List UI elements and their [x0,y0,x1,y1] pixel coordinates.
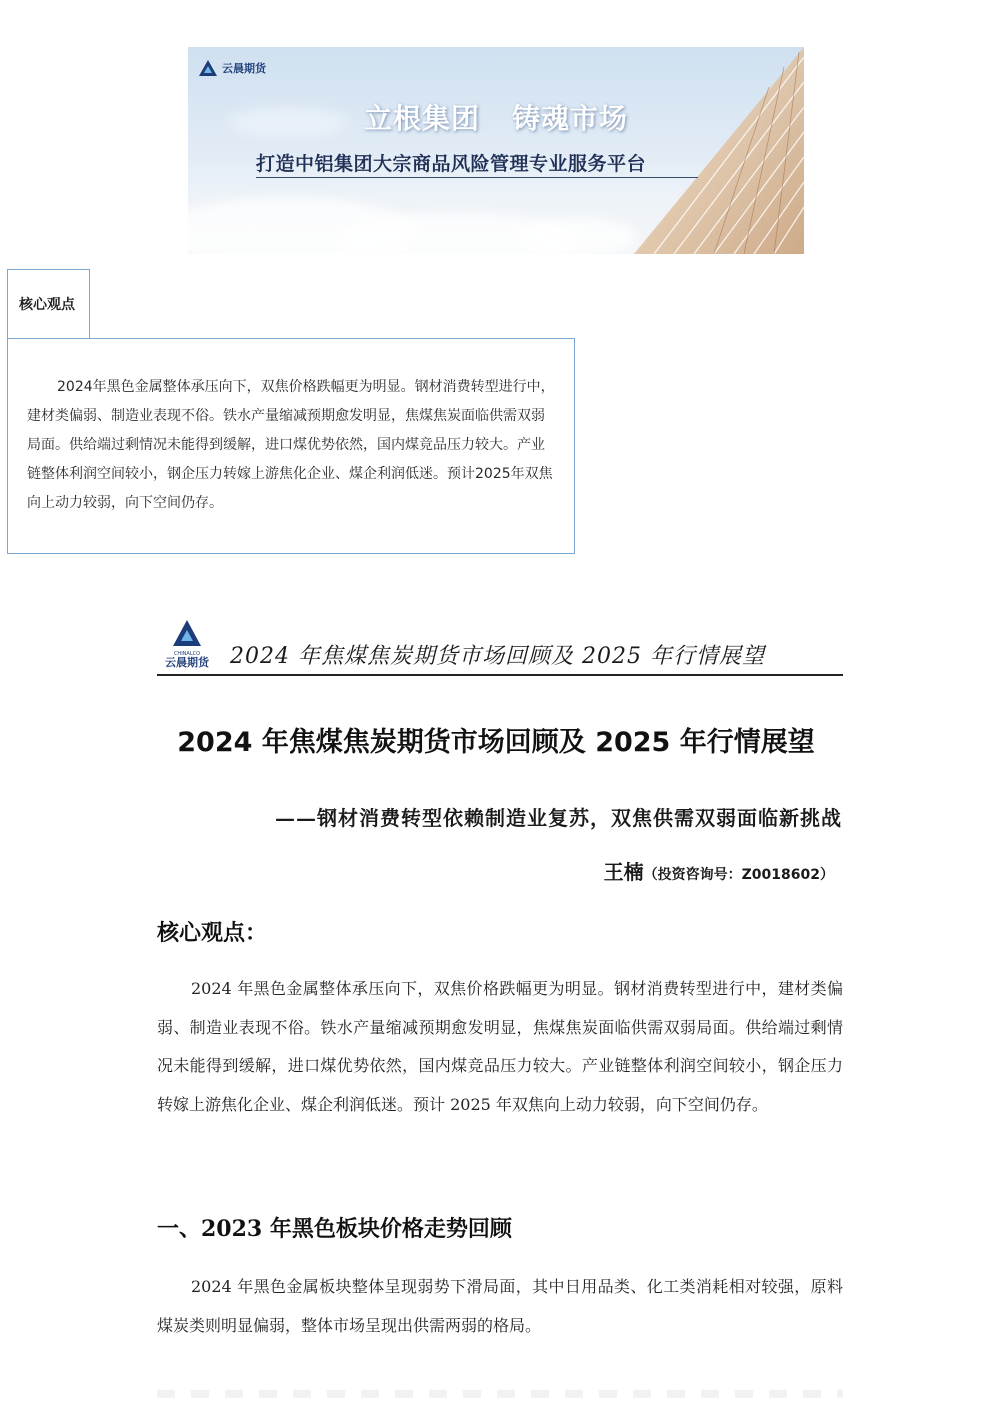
core-view-paragraph: 2024 年黑色金属整体承压向下，双焦价格跌幅更为明显。钢材消费转型进行中，建材类偏弱、制造业表现不俗。铁水产量缩减预期愈发明显，焦煤焦炭面临供需双弱局面。供给端过剩情况未能得到缓解，进口煤优势依然，国内煤竞品压力较大。产业链整体利润空间较小，钢企压力转嫁上游焦化企业、煤企利润低迷。预计 2025 年双焦向上动力较弱，向下空间仍存。 [157,979,843,1114]
core-view-box [7,338,575,554]
document-header-title: 2024 年焦煤焦炭期货市场回顾及 2025 年行情展望 [230,644,765,669]
banner-logo [198,59,266,77]
core-view-tab [7,269,90,340]
company-logo-icon [198,59,218,77]
header-rule [157,674,843,676]
slogan-right: 铸魂市场 [512,102,629,135]
core-view-summary: 2024年黑色金属整体承压向下，双焦价格跌幅更为明显。钢材消费转型进行中，建材类偏弱、制造业表现不俗。铁水产量缩减预期愈发明显，焦煤焦炭面临供需双弱局面。供给端过剩情况未能得到缓解，进口煤优势依然，国内煤竞品压力较大。产业链整体利润空间较小，钢企压力转嫁上游焦化企业、煤企利润低迷。预计2025年双焦向上动力较弱，向下空间仍存。 [27,379,555,511]
document-title: 2024 年焦煤焦炭期货市场回顾及 2025 年行情展望 [177,727,815,758]
document-logo-cn: 云晨期货 [165,656,209,669]
author-license: （投资咨询号：Z0018602） [643,867,834,883]
document-logo-en: CHINALCO [173,651,201,657]
core-view-heading: 核心观点： [157,920,268,946]
author-name: 王楠 [603,860,644,884]
core-view-tab-label: 核心观点 [19,297,75,313]
company-logo-icon [172,619,202,647]
tagline-underline [256,177,698,178]
document-header [157,615,843,675]
hero-banner [188,47,804,254]
slogan-left: 立根集团 [363,102,480,135]
banner-slogan [188,97,804,137]
banner-logo-name: 云晨期货 [222,61,266,75]
next-line-fragment [157,1390,843,1398]
document-subtitle: ——钢材消费转型依赖制造业复苏，双焦供需双弱面临新挑战 [275,806,842,830]
section-1-heading: 一、2023 年黑色板块价格走势回顾 [157,1216,512,1242]
document-logo [157,619,217,669]
banner-tagline: 打造中铝集团大宗商品风险管理专业服务平台 [256,153,647,175]
section-1-paragraph: 2024 年黑色金属板块整体呈现弱势下滑局面，其中日用品类、化工类消耗相对较强，原料煤炭类则明显偏弱，整体市场呈现出供需两弱的格局。 [157,1277,843,1335]
author-line [604,856,834,885]
